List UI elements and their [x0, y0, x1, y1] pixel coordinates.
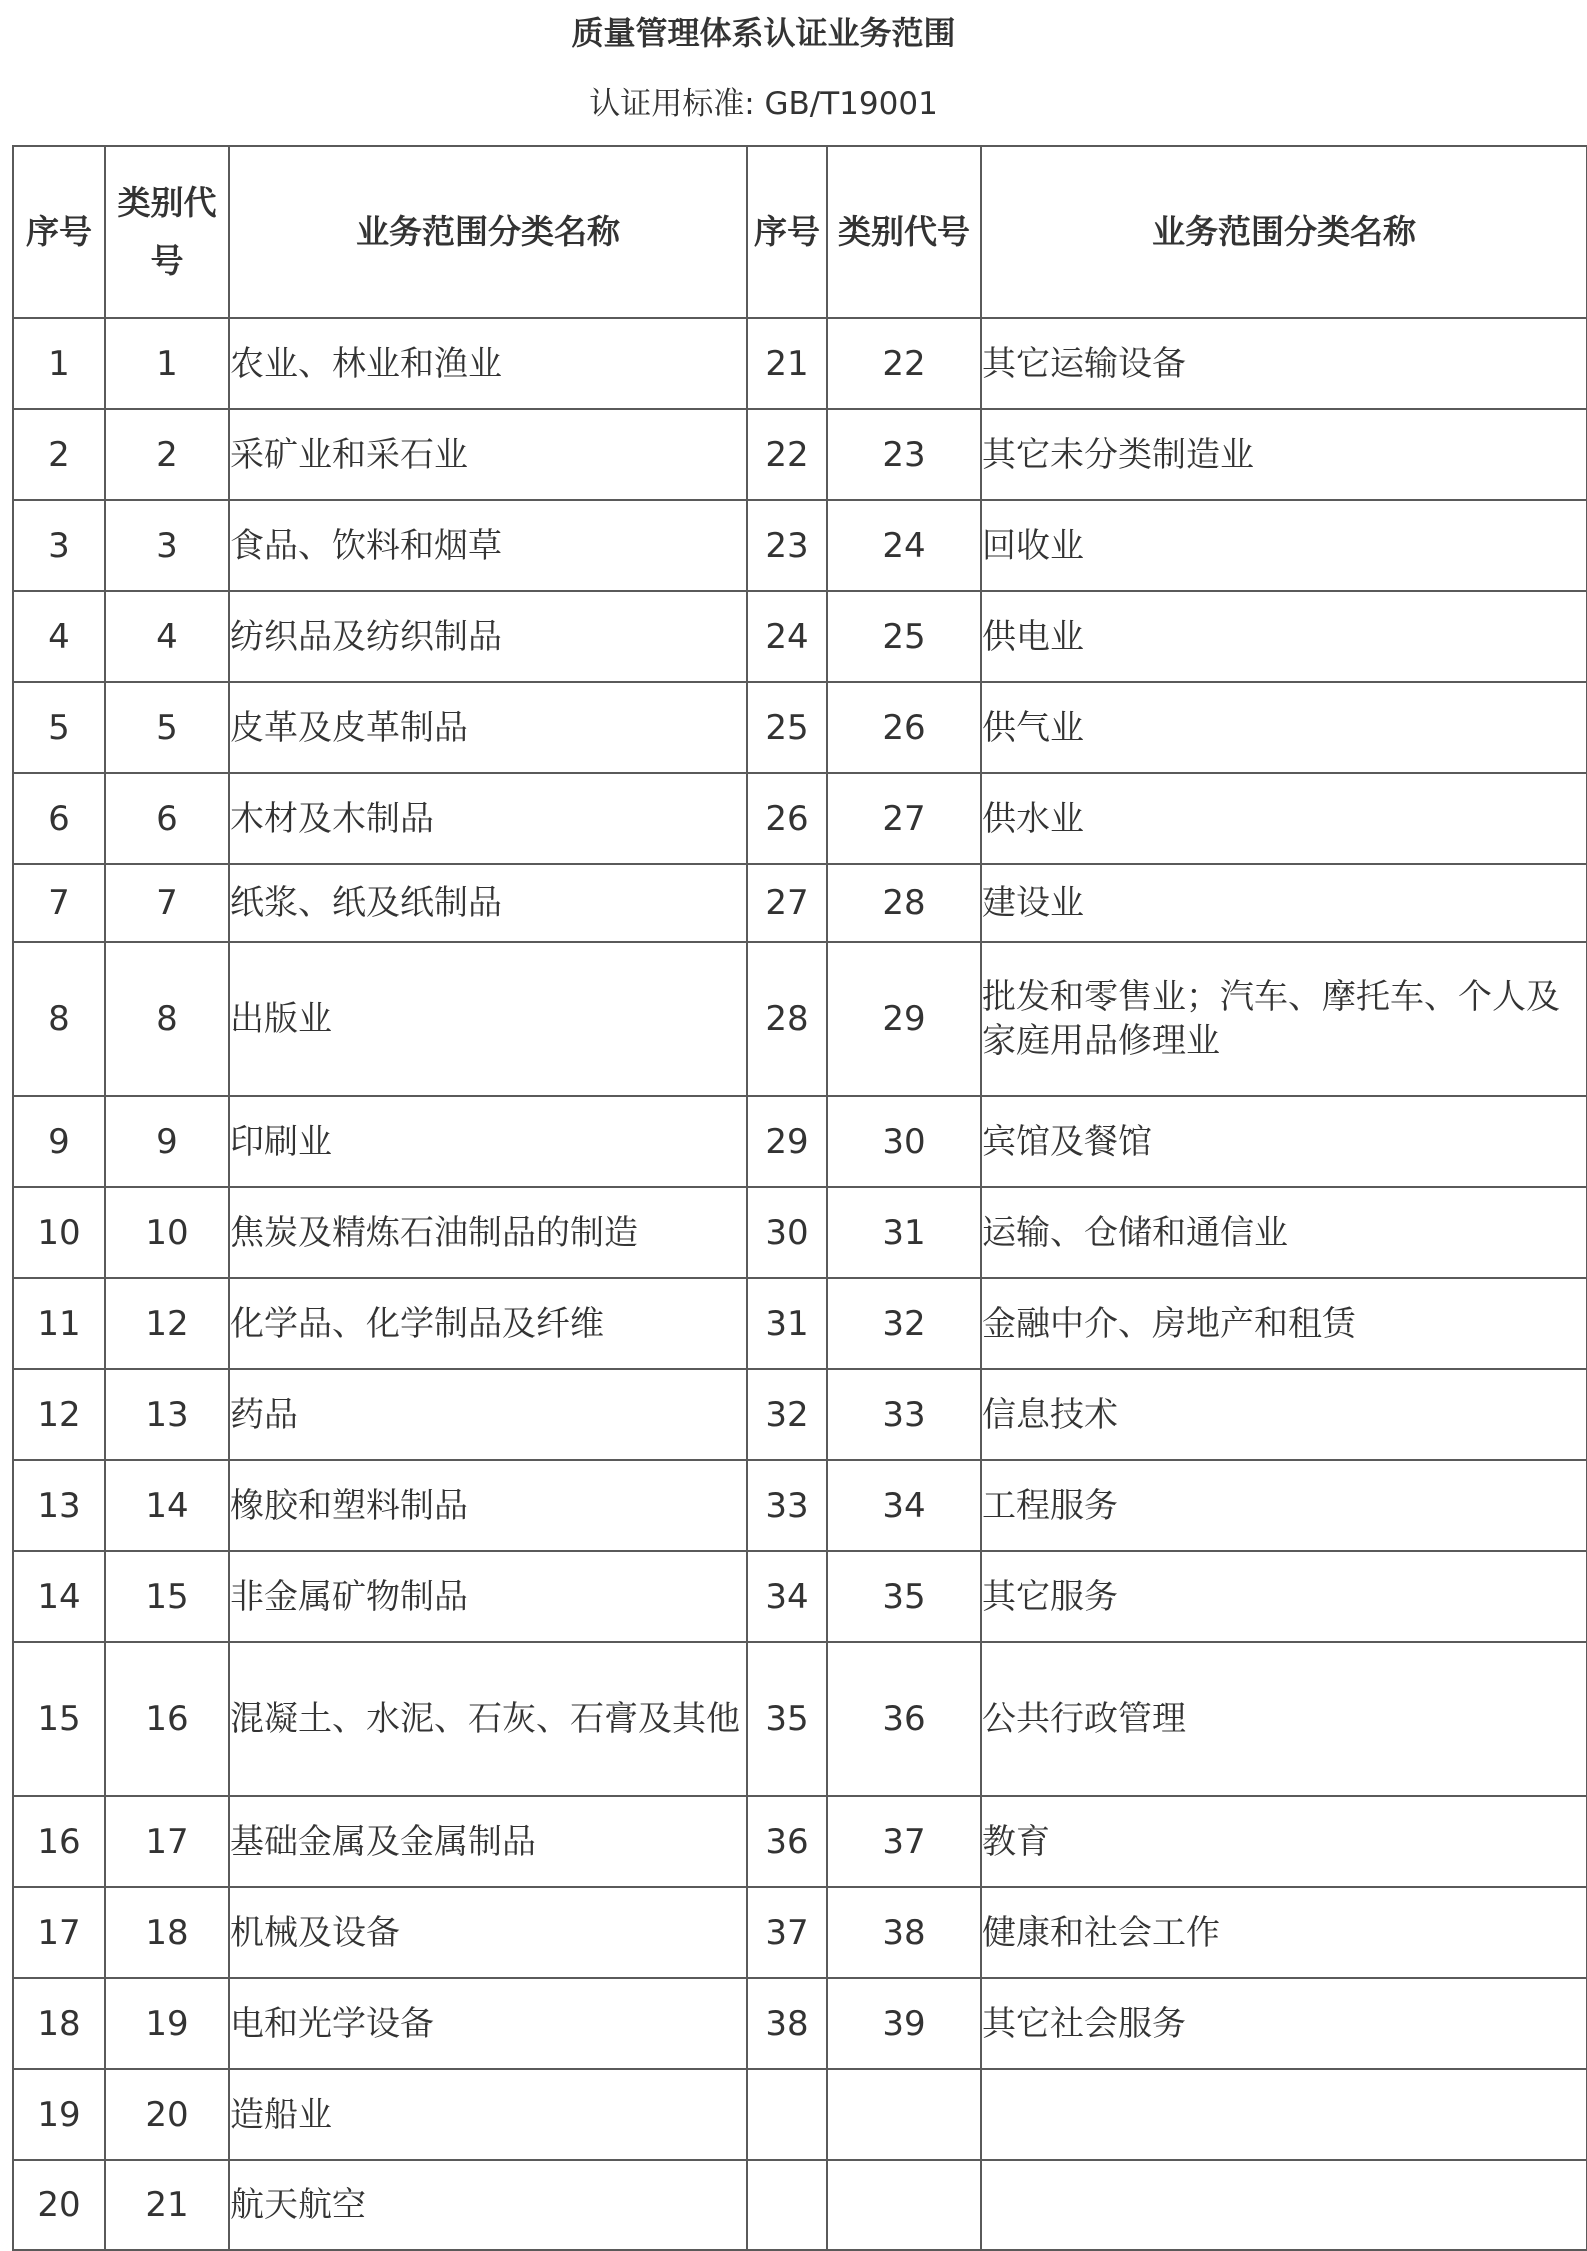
table-row [13, 1096, 1587, 1187]
left-code-cell: 4 [105, 591, 229, 682]
right-code-cell: 35 [827, 1551, 981, 1642]
left-seq-cell: 4 [13, 591, 105, 682]
left-seq-cell: 16 [13, 1796, 105, 1887]
table-row [13, 2069, 1587, 2160]
right-seq-cell: 30 [747, 1187, 827, 1278]
header-seq-right: 序号 [747, 146, 827, 318]
left-seq-cell: 2 [13, 409, 105, 500]
right-name-cell: 教育 [981, 1796, 1587, 1887]
right-name-cell: 信息技术 [981, 1369, 1587, 1460]
right-code-cell: 34 [827, 1460, 981, 1551]
right-seq-cell: 29 [747, 1096, 827, 1187]
table-row [13, 1460, 1587, 1551]
header-row [13, 146, 1587, 318]
left-seq-cell: 8 [13, 942, 105, 1096]
header-code-left: 类别代号 [105, 146, 229, 318]
left-code-cell: 12 [105, 1278, 229, 1369]
left-code-cell: 2 [105, 409, 229, 500]
scope-table [12, 145, 1587, 2251]
right-seq-cell [747, 2160, 827, 2250]
left-code-cell: 13 [105, 1369, 229, 1460]
table-row [13, 2160, 1587, 2250]
right-seq-cell: 24 [747, 591, 827, 682]
right-name-cell: 宾馆及餐馆 [981, 1096, 1587, 1187]
left-name-cell: 机械及设备 [229, 1887, 747, 1978]
left-name-cell: 纺织品及纺织制品 [229, 591, 747, 682]
right-code-cell: 31 [827, 1187, 981, 1278]
right-code-cell: 22 [827, 318, 981, 409]
right-name-cell: 建设业 [981, 864, 1587, 942]
left-code-cell: 10 [105, 1187, 229, 1278]
left-code-cell: 7 [105, 864, 229, 942]
right-name-cell: 其它未分类制造业 [981, 409, 1587, 500]
left-seq-cell: 5 [13, 682, 105, 773]
left-name-cell: 混凝土、水泥、石灰、石膏及其他 [229, 1642, 747, 1796]
left-name-cell: 航天航空 [229, 2160, 747, 2250]
right-name-cell: 批发和零售业；汽车、摩托车、个人及家庭用品修理业 [981, 942, 1587, 1096]
right-code-cell: 27 [827, 773, 981, 864]
table-row [13, 1369, 1587, 1460]
right-code-cell [827, 2069, 981, 2160]
table-row [13, 318, 1587, 409]
left-name-cell: 化学品、化学制品及纤维 [229, 1278, 747, 1369]
right-code-cell: 32 [827, 1278, 981, 1369]
right-seq-cell: 38 [747, 1978, 827, 2069]
table-row [13, 1978, 1587, 2069]
right-seq-cell: 27 [747, 864, 827, 942]
right-code-cell: 24 [827, 500, 981, 591]
right-name-cell: 供气业 [981, 682, 1587, 773]
left-code-cell: 17 [105, 1796, 229, 1887]
table-row [13, 682, 1587, 773]
left-seq-cell: 20 [13, 2160, 105, 2250]
left-seq-cell: 7 [13, 864, 105, 942]
right-seq-cell: 26 [747, 773, 827, 864]
right-code-cell: 29 [827, 942, 981, 1096]
left-code-cell: 9 [105, 1096, 229, 1187]
left-seq-cell: 3 [13, 500, 105, 591]
right-name-cell [981, 2069, 1587, 2160]
right-code-cell: 33 [827, 1369, 981, 1460]
page-title: 质量管理体系认证业务范围 [571, 14, 956, 52]
right-code-cell: 36 [827, 1642, 981, 1796]
right-seq-cell: 37 [747, 1887, 827, 1978]
left-seq-cell: 19 [13, 2069, 105, 2160]
table-row [13, 1551, 1587, 1642]
left-code-cell: 1 [105, 318, 229, 409]
left-code-cell: 19 [105, 1978, 229, 2069]
right-seq-cell: 22 [747, 409, 827, 500]
table-row [13, 1642, 1587, 1796]
right-code-cell: 38 [827, 1887, 981, 1978]
table-row [13, 409, 1587, 500]
table-row [13, 1796, 1587, 1887]
right-code-cell: 25 [827, 591, 981, 682]
left-code-cell: 5 [105, 682, 229, 773]
left-code-cell: 15 [105, 1551, 229, 1642]
right-seq-cell: 33 [747, 1460, 827, 1551]
right-name-cell: 金融中介、房地产和租赁 [981, 1278, 1587, 1369]
left-code-cell: 21 [105, 2160, 229, 2250]
right-name-cell: 运输、仓储和通信业 [981, 1187, 1587, 1278]
right-seq-cell: 31 [747, 1278, 827, 1369]
left-name-cell: 印刷业 [229, 1096, 747, 1187]
left-seq-cell: 10 [13, 1187, 105, 1278]
right-seq-cell: 34 [747, 1551, 827, 1642]
table-body [13, 318, 1587, 2250]
table-row [13, 864, 1587, 942]
right-seq-cell: 25 [747, 682, 827, 773]
left-name-cell: 皮革及皮革制品 [229, 682, 747, 773]
left-seq-cell: 13 [13, 1460, 105, 1551]
right-code-cell: 37 [827, 1796, 981, 1887]
left-code-cell: 16 [105, 1642, 229, 1796]
left-name-cell: 木材及木制品 [229, 773, 747, 864]
table-row [13, 500, 1587, 591]
right-name-cell: 工程服务 [981, 1460, 1587, 1551]
right-code-cell: 39 [827, 1978, 981, 2069]
header-seq-left: 序号 [13, 146, 105, 318]
left-seq-cell: 12 [13, 1369, 105, 1460]
table-row [13, 1278, 1587, 1369]
table-row [13, 591, 1587, 682]
left-code-cell: 6 [105, 773, 229, 864]
left-code-cell: 18 [105, 1887, 229, 1978]
right-seq-cell: 32 [747, 1369, 827, 1460]
header-name-right: 业务范围分类名称 [981, 146, 1587, 318]
left-code-cell: 3 [105, 500, 229, 591]
right-name-cell: 公共行政管理 [981, 1642, 1587, 1796]
left-seq-cell: 11 [13, 1278, 105, 1369]
table-row [13, 1187, 1587, 1278]
left-name-cell: 非金属矿物制品 [229, 1551, 747, 1642]
right-code-cell: 30 [827, 1096, 981, 1187]
right-name-cell: 供电业 [981, 591, 1587, 682]
left-name-cell: 橡胶和塑料制品 [229, 1460, 747, 1551]
left-seq-cell: 18 [13, 1978, 105, 2069]
left-seq-cell: 1 [13, 318, 105, 409]
right-name-cell: 其它运输设备 [981, 318, 1587, 409]
right-seq-cell: 23 [747, 500, 827, 591]
right-seq-cell: 35 [747, 1642, 827, 1796]
left-name-cell: 药品 [229, 1369, 747, 1460]
left-seq-cell: 9 [13, 1096, 105, 1187]
header-name-left: 业务范围分类名称 [229, 146, 747, 318]
right-name-cell: 其它服务 [981, 1551, 1587, 1642]
left-name-cell: 农业、林业和渔业 [229, 318, 747, 409]
left-seq-cell: 6 [13, 773, 105, 864]
left-name-cell: 电和光学设备 [229, 1978, 747, 2069]
left-code-cell: 8 [105, 942, 229, 1096]
left-name-cell: 食品、饮料和烟草 [229, 500, 747, 591]
left-seq-cell: 17 [13, 1887, 105, 1978]
left-name-cell: 出版业 [229, 942, 747, 1096]
left-code-cell: 14 [105, 1460, 229, 1551]
left-name-cell: 纸浆、纸及纸制品 [229, 864, 747, 942]
right-name-cell: 供水业 [981, 773, 1587, 864]
right-code-cell [827, 2160, 981, 2250]
right-code-cell: 26 [827, 682, 981, 773]
right-name-cell: 健康和社会工作 [981, 1887, 1587, 1978]
left-name-cell: 造船业 [229, 2069, 747, 2160]
right-seq-cell: 28 [747, 942, 827, 1096]
left-name-cell: 采矿业和采石业 [229, 409, 747, 500]
right-seq-cell: 21 [747, 318, 827, 409]
right-seq-cell: 36 [747, 1796, 827, 1887]
right-code-cell: 23 [827, 409, 981, 500]
table-row [13, 773, 1587, 864]
right-name-cell: 回收业 [981, 500, 1587, 591]
left-code-cell: 20 [105, 2069, 229, 2160]
right-code-cell: 28 [827, 864, 981, 942]
left-name-cell: 基础金属及金属制品 [229, 1796, 747, 1887]
table-row [13, 942, 1587, 1096]
right-seq-cell [747, 2069, 827, 2160]
standard-subtitle: 认证用标准: GB/T19001 [589, 86, 938, 122]
right-name-cell [981, 2160, 1587, 2250]
left-seq-cell: 15 [13, 1642, 105, 1796]
right-name-cell: 其它社会服务 [981, 1978, 1587, 2069]
left-name-cell: 焦炭及精炼石油制品的制造 [229, 1187, 747, 1278]
header-code-right: 类别代号 [827, 146, 981, 318]
table-row [13, 1887, 1587, 1978]
left-seq-cell: 14 [13, 1551, 105, 1642]
